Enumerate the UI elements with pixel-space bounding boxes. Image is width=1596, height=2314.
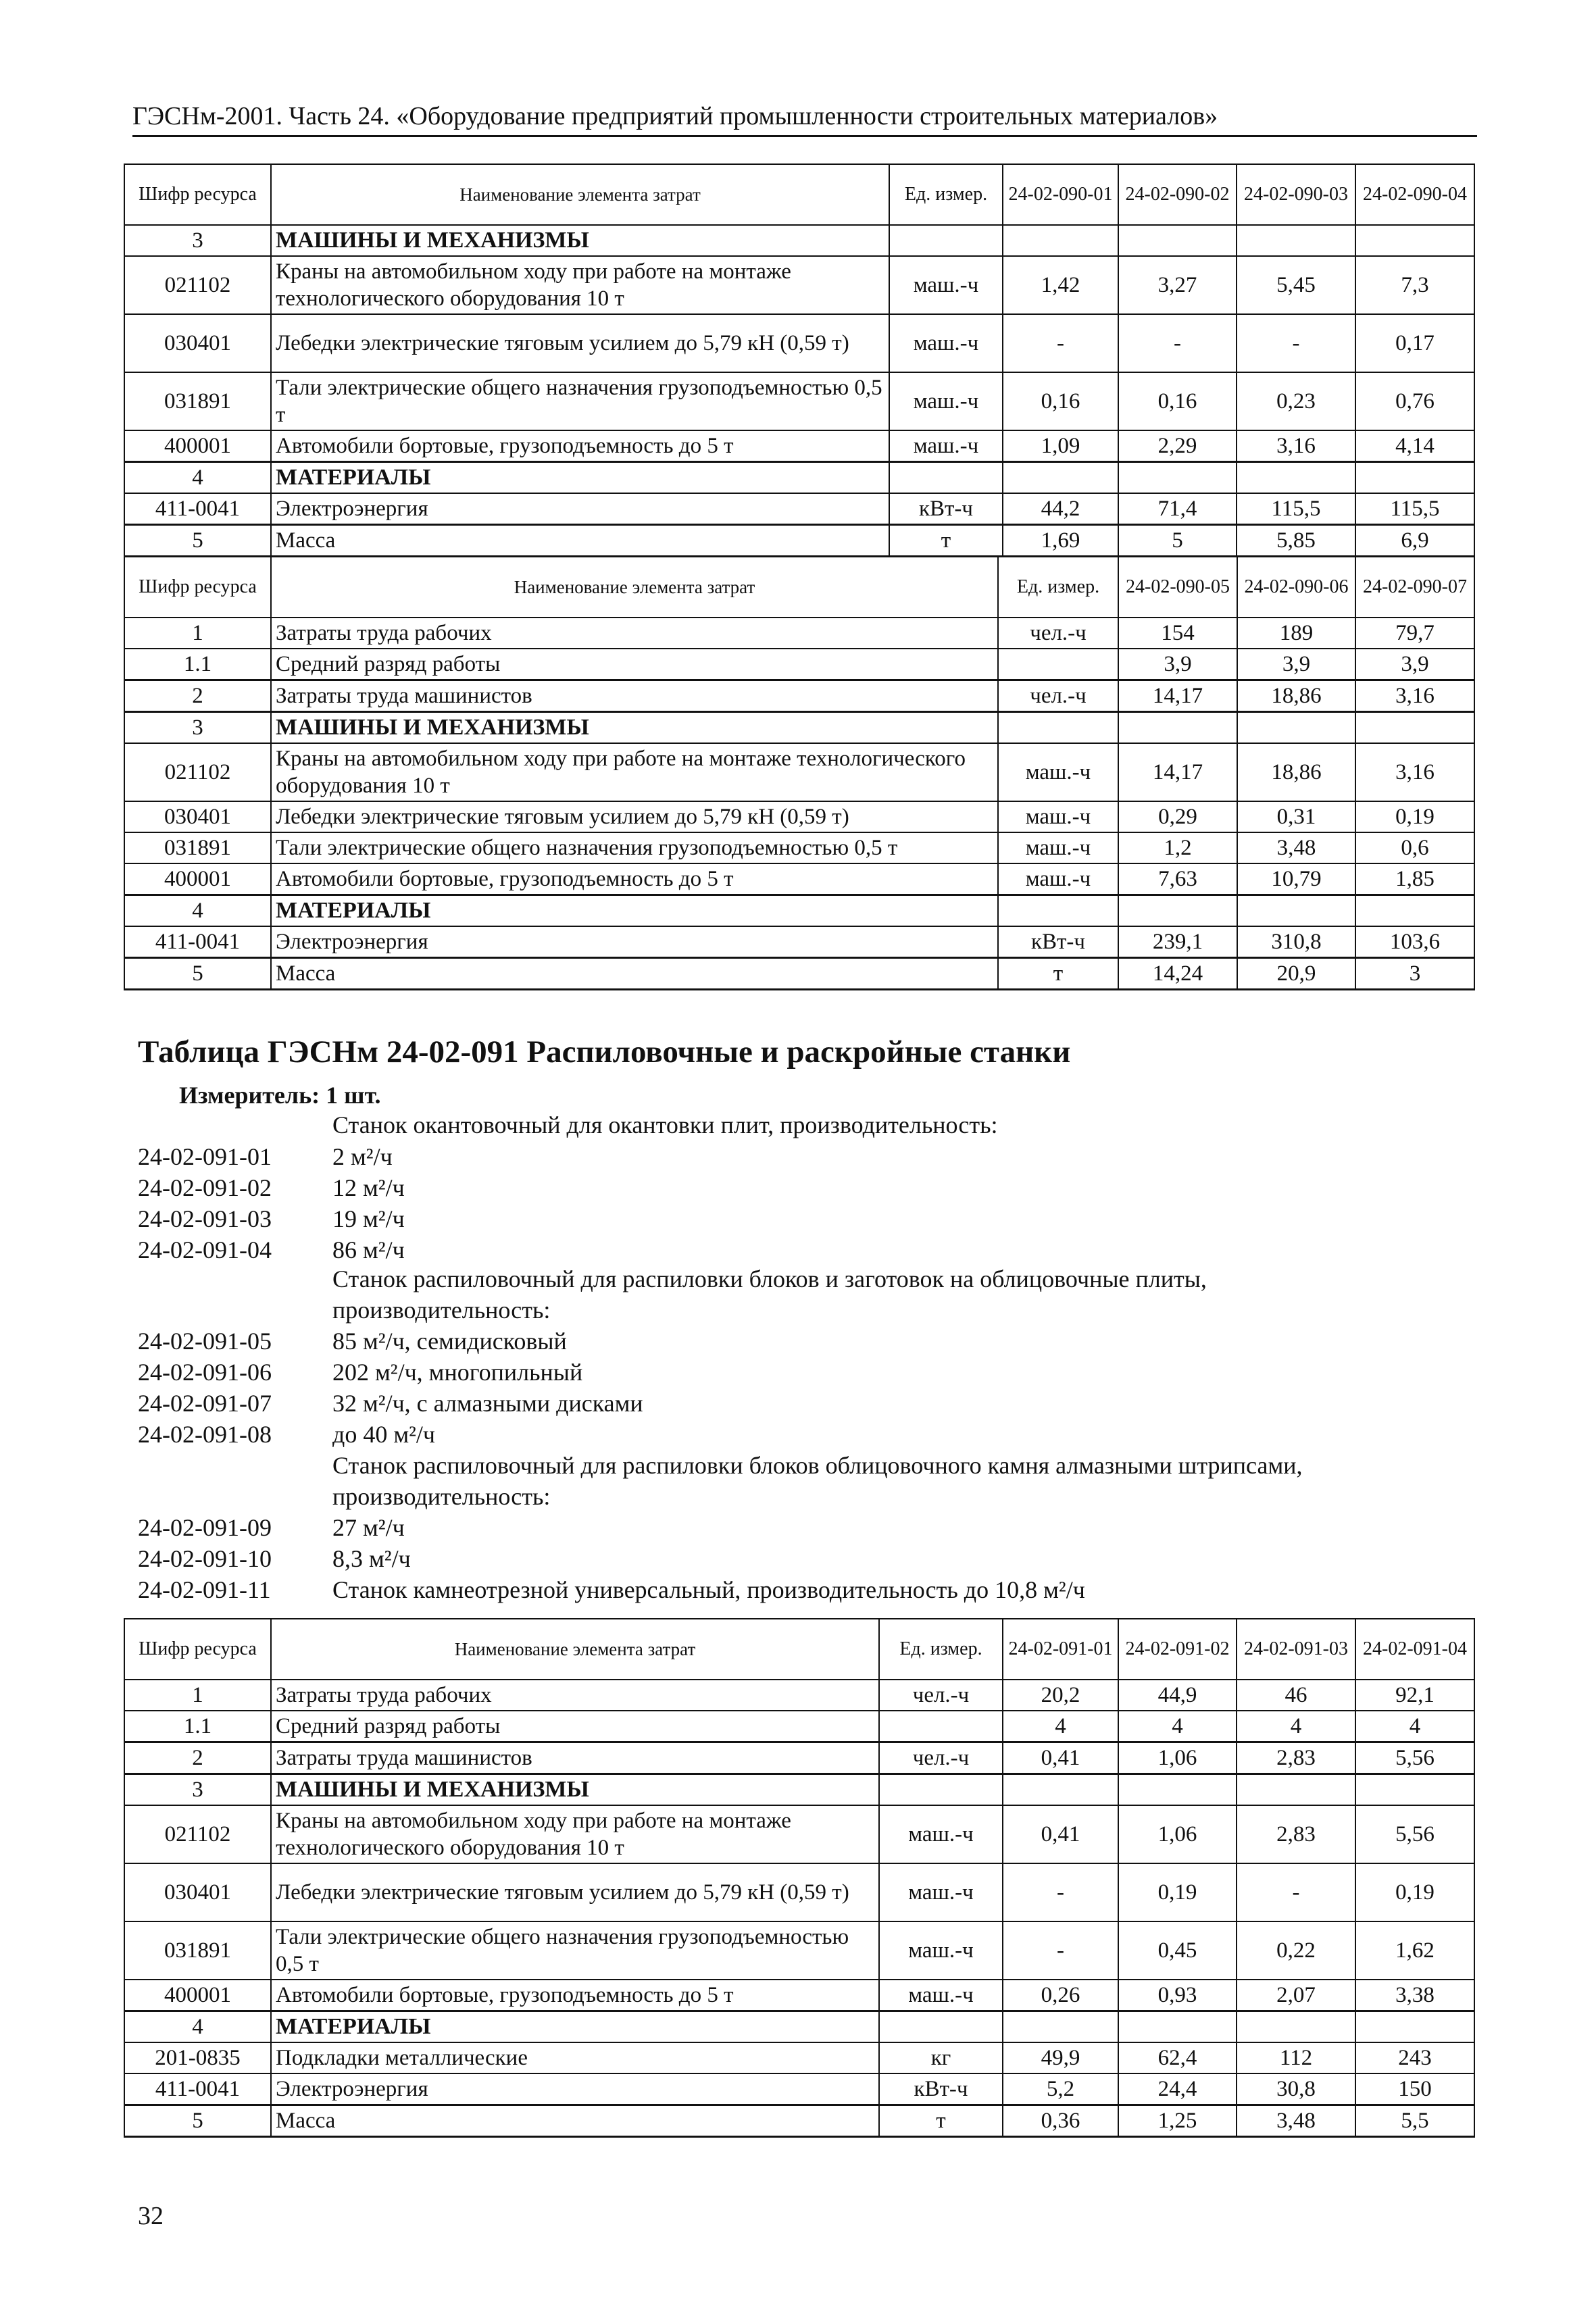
value-cell [1118, 462, 1237, 494]
item-code: 24-02-091-08 [138, 1421, 272, 1448]
cost-element-name-cell: Автомобили бортовые, грузоподъемность до 5 т [271, 863, 998, 895]
unit-cell: чел.-ч [879, 1680, 1003, 1711]
value-cell [1355, 1774, 1474, 1806]
unit-cell [879, 2011, 1003, 2043]
resource-code-cell: 1 [124, 1680, 271, 1711]
item-code: 24-02-091-06 [138, 1359, 272, 1386]
value-cell [1118, 225, 1237, 256]
value-cell: 0,45 [1118, 1921, 1237, 1980]
table-row [124, 832, 1474, 863]
item-code: 24-02-091-11 [138, 1576, 271, 1603]
value-cell: 71,4 [1118, 493, 1237, 525]
table-row [124, 462, 1474, 494]
table-row [124, 743, 1474, 801]
resource-code-cell: 4 [124, 2011, 271, 2043]
resource-code-cell: 400001 [124, 863, 271, 895]
header-cell: Наименование элемента затрат [271, 164, 889, 225]
item-text: 86 м²/ч [332, 1236, 405, 1263]
table-row [124, 618, 1474, 649]
item-code: 24-02-091-05 [138, 1328, 272, 1355]
table-header-row [124, 164, 1474, 225]
value-cell: 3,16 [1355, 680, 1474, 712]
value-cell: 239,1 [1118, 926, 1237, 958]
value-cell: 2,83 [1237, 1805, 1355, 1863]
value-cell [1355, 225, 1474, 256]
value-cell: 2,29 [1118, 430, 1237, 462]
value-cell: 115,5 [1237, 493, 1355, 525]
resource-code-cell: 5 [124, 2105, 271, 2137]
value-cell: 0,16 [1118, 372, 1237, 430]
value-cell: 1,09 [1003, 430, 1118, 462]
value-cell: 24,4 [1118, 2073, 1237, 2105]
item-code: 24-02-091-04 [138, 1236, 272, 1263]
value-cell: 5,56 [1355, 1742, 1474, 1774]
value-cell: 3,38 [1355, 1980, 1474, 2011]
page-header: ГЭСНм-2001. Часть 24. «Оборудование предприятий промышленности строительных материалов» [132, 101, 1477, 137]
unit-cell: маш.-ч [879, 1921, 1003, 1980]
item-code: 24-02-091-07 [138, 1390, 272, 1417]
value-cell: 62,4 [1118, 2042, 1237, 2073]
table-row [124, 2105, 1474, 2137]
item-text: 85 м²/ч, семидисковый [332, 1328, 567, 1355]
value-cell: 1,06 [1118, 1742, 1237, 1774]
value-cell: 92,1 [1355, 1680, 1474, 1711]
item-text: 2 м²/ч [332, 1143, 393, 1170]
cost-element-name-cell: Лебедки электрические тяговым усилием до 5,79 кН (0,59 т) [271, 1863, 879, 1921]
value-cell: 4 [1118, 1711, 1237, 1742]
unit-cell: кВт-ч [889, 493, 1003, 525]
resource-code-cell: 031891 [124, 372, 271, 430]
table-row [124, 314, 1474, 372]
unit-cell: маш.-ч [879, 1863, 1003, 1921]
unit-cell: кВт-ч [879, 2073, 1003, 2105]
group1-description: Станок окантовочный для окантовки плит, производительность: [332, 1111, 998, 1138]
resource-code-cell: 3 [124, 1774, 271, 1806]
value-cell: 5,45 [1237, 256, 1355, 314]
value-cell: 7,63 [1118, 863, 1237, 895]
unit-cell: чел.-ч [998, 680, 1118, 712]
cost-element-name-cell: МАШИНЫ И МЕХАНИЗМЫ [271, 712, 998, 744]
value-cell [1355, 895, 1474, 927]
item-text: 32 м²/ч, с алмазными дисками [332, 1390, 643, 1417]
value-cell: - [1003, 1921, 1118, 1980]
value-cell: 4 [1003, 1711, 1118, 1742]
cost-element-name-cell: Автомобили бортовые, грузоподъемность до 5 т [271, 1980, 879, 2011]
header-cell: Наименование элемента затрат [271, 1619, 879, 1680]
cost-element-name-cell: МАТЕРИАЛЫ [271, 2011, 879, 2043]
item-code: 24-02-091-09 [138, 1514, 272, 1541]
value-cell: 1,2 [1118, 832, 1237, 863]
group3-description-line2: производительность: [332, 1483, 551, 1510]
cost-element-name-cell: Затраты труда машинистов [271, 1742, 879, 1774]
group3-description-line1: Станок распиловочный для распиловки блоков облицовочного камня алмазными штрипсами, [332, 1452, 1303, 1479]
table-row [124, 225, 1474, 256]
value-cell: 1,25 [1118, 2105, 1237, 2137]
value-cell: 1,42 [1003, 256, 1118, 314]
value-cell [1237, 1774, 1355, 1806]
table-title: Таблица ГЭСНм 24-02-091 Распиловочные и раскройные станки [138, 1034, 1071, 1070]
value-cell [1003, 2011, 1118, 2043]
cost-element-name-cell: Затраты труда машинистов [271, 680, 998, 712]
unit-cell: маш.-ч [879, 1805, 1003, 1863]
value-cell: 3,9 [1237, 649, 1355, 680]
header-cell: Ед. измер. [879, 1619, 1003, 1680]
unit-cell [889, 225, 1003, 256]
value-cell [1003, 225, 1118, 256]
value-cell [1003, 1774, 1118, 1806]
header-cell: 24-02-090-02 [1118, 164, 1237, 225]
resource-code-cell: 411-0041 [124, 493, 271, 525]
cost-element-name-cell: Средний разряд работы [271, 649, 998, 680]
resource-code-cell: 021102 [124, 743, 271, 801]
header-cell: 24-02-091-03 [1237, 1619, 1355, 1680]
value-cell: 20,2 [1003, 1680, 1118, 1711]
table-row [124, 1980, 1474, 2011]
resource-code-cell: 400001 [124, 430, 271, 462]
value-cell [1237, 462, 1355, 494]
unit-cell [889, 462, 1003, 494]
header-cell: Шифр ресурса [124, 1619, 271, 1680]
value-cell: 154 [1118, 618, 1237, 649]
value-cell: 4,14 [1355, 430, 1474, 462]
table-row [124, 493, 1474, 525]
unit-cell: маш.-ч [889, 314, 1003, 372]
unit-cell: маш.-ч [998, 832, 1118, 863]
value-cell: 0,76 [1355, 372, 1474, 430]
resource-code-cell: 1.1 [124, 649, 271, 680]
value-cell: 0,22 [1237, 1921, 1355, 1980]
value-cell: 0,19 [1118, 1863, 1237, 1921]
value-cell: 1,06 [1118, 1805, 1237, 1863]
value-cell: 3,9 [1355, 649, 1474, 680]
resource-code-cell: 2 [124, 1742, 271, 1774]
unit-cell [879, 1711, 1003, 1742]
cost-element-name-cell: Электроэнергия [271, 926, 998, 958]
value-cell: 30,8 [1237, 2073, 1355, 2105]
header-cell: 24-02-090-05 [1118, 557, 1237, 618]
resource-code-cell: 4 [124, 895, 271, 927]
value-cell: 2,83 [1237, 1742, 1355, 1774]
cost-element-name-cell: Краны на автомобильном ходу при работе на монтаже технологического оборудования 10 т [271, 256, 889, 314]
unit-cell: маш.-ч [998, 743, 1118, 801]
cost-element-name-cell: Подкладки металлические [271, 2042, 879, 2073]
page-number: 32 [138, 2202, 164, 2230]
table-row [124, 895, 1474, 927]
unit-cell: маш.-ч [889, 430, 1003, 462]
cost-element-name-cell: МАТЕРИАЛЫ [271, 462, 889, 494]
cost-element-name-cell: Электроэнергия [271, 2073, 879, 2105]
item-text: до 40 м²/ч [332, 1421, 435, 1448]
value-cell: 0,31 [1237, 801, 1355, 832]
resource-code-cell: 5 [124, 958, 271, 990]
resource-code-cell: 030401 [124, 1863, 271, 1921]
value-cell: 0,41 [1003, 1742, 1118, 1774]
item-code: 24-02-091-02 [138, 1174, 272, 1201]
value-cell: 0,16 [1003, 372, 1118, 430]
value-cell: 1,69 [1003, 525, 1118, 557]
resource-code-cell: 2 [124, 680, 271, 712]
cost-element-name-cell: Затраты труда рабочих [271, 1680, 879, 1711]
item-code: 24-02-091-03 [138, 1205, 272, 1232]
item-text: 202 м²/ч, многопильный [332, 1359, 583, 1386]
cost-element-name-cell: МАШИНЫ И МЕХАНИЗМЫ [271, 1774, 879, 1806]
cost-element-name-cell: Тали электрические общего назначения грузоподъемностью 0,5 т [271, 832, 998, 863]
resource-code-cell: 030401 [124, 801, 271, 832]
value-cell: 112 [1237, 2042, 1355, 2073]
resource-code-cell: 3 [124, 225, 271, 256]
value-cell: 1,62 [1355, 1921, 1474, 1980]
cost-element-name-cell: МАТЕРИАЛЫ [271, 895, 998, 927]
value-cell [1355, 712, 1474, 744]
header-cell: 24-02-091-01 [1003, 1619, 1118, 1680]
value-cell [1237, 2011, 1355, 2043]
item-text: 8,3 м²/ч [332, 1545, 411, 1572]
table-row [124, 372, 1474, 430]
table-row [124, 1680, 1474, 1711]
value-cell: 5,5 [1355, 2105, 1474, 2137]
header-cell: 24-02-090-03 [1237, 164, 1355, 225]
value-cell: 3,16 [1355, 743, 1474, 801]
unit-cell [879, 1774, 1003, 1806]
value-cell: 3,16 [1237, 430, 1355, 462]
resource-code-cell: 030401 [124, 314, 271, 372]
table-row [124, 1921, 1474, 1980]
resource-code-cell: 031891 [124, 1921, 271, 1980]
item-code: 24-02-091-10 [138, 1545, 272, 1572]
value-cell: 14,24 [1118, 958, 1237, 990]
value-cell: 20,9 [1237, 958, 1355, 990]
resource-code-cell: 411-0041 [124, 926, 271, 958]
cost-element-name-cell: МАШИНЫ И МЕХАНИЗМЫ [271, 225, 889, 256]
item-code: 24-02-091-01 [138, 1143, 272, 1170]
unit-cell [998, 649, 1118, 680]
value-cell [1118, 712, 1237, 744]
table-row [124, 712, 1474, 744]
value-cell: 0,41 [1003, 1805, 1118, 1863]
cost-element-name-cell: Краны на автомобильном ходу при работе на монтаже технологического оборудования 10 т [271, 743, 998, 801]
cost-table-090-05-07 [124, 556, 1475, 990]
table-row [124, 958, 1474, 990]
cost-element-name-cell: Затраты труда рабочих [271, 618, 998, 649]
value-cell: 44,9 [1118, 1680, 1237, 1711]
value-cell: 0,6 [1355, 832, 1474, 863]
value-cell: 14,17 [1118, 743, 1237, 801]
value-cell: 3,9 [1118, 649, 1237, 680]
value-cell: 6,9 [1355, 525, 1474, 557]
value-cell [1118, 2011, 1237, 2043]
cost-element-name-cell: Лебедки электрические тяговым усилием до 5,79 кН (0,59 т) [271, 801, 998, 832]
value-cell [1355, 462, 1474, 494]
unit-cell: кВт-ч [998, 926, 1118, 958]
value-cell: 3,27 [1118, 256, 1237, 314]
table-row [124, 430, 1474, 462]
unit-cell [998, 895, 1118, 927]
cost-element-name-cell: Масса [271, 958, 998, 990]
value-cell [1118, 895, 1237, 927]
cost-element-name-cell: Масса [271, 2105, 879, 2137]
header-cell: Ед. измер. [998, 557, 1118, 618]
value-cell [1003, 462, 1118, 494]
unit-cell: маш.-ч [998, 863, 1118, 895]
resource-code-cell: 021102 [124, 256, 271, 314]
value-cell: 79,7 [1355, 618, 1474, 649]
value-cell: 0,19 [1355, 1863, 1474, 1921]
value-cell [1237, 712, 1355, 744]
table-row [124, 649, 1474, 680]
unit-cell: т [998, 958, 1118, 990]
resource-code-cell: 1 [124, 618, 271, 649]
header-cell: Шифр ресурса [124, 557, 271, 618]
value-cell: 0,93 [1118, 1980, 1237, 2011]
table-row [124, 1711, 1474, 1742]
value-cell: 5 [1118, 525, 1237, 557]
value-cell: 46 [1237, 1680, 1355, 1711]
value-cell [1118, 1774, 1237, 1806]
resource-code-cell: 411-0041 [124, 2073, 271, 2105]
table-row [124, 1863, 1474, 1921]
value-cell: 103,6 [1355, 926, 1474, 958]
value-cell: 310,8 [1237, 926, 1355, 958]
measure-unit: Измеритель: 1 шт. [179, 1082, 381, 1109]
item-text: Станок камнеотрезной универсальный, производительность до 10,8 м²/ч [332, 1576, 1085, 1603]
unit-cell: т [889, 525, 1003, 557]
cost-element-name-cell: Лебедки электрические тяговым усилием до 5,79 кН (0,59 т) [271, 314, 889, 372]
value-cell [1237, 895, 1355, 927]
resource-code-cell: 5 [124, 525, 271, 557]
resource-code-cell: 4 [124, 462, 271, 494]
header-cell: Ед. измер. [889, 164, 1003, 225]
cost-element-name-cell: Автомобили бортовые, грузоподъемность до 5 т [271, 430, 889, 462]
unit-cell: чел.-ч [998, 618, 1118, 649]
value-cell [1237, 225, 1355, 256]
value-cell: 0,17 [1355, 314, 1474, 372]
header-cell: 24-02-090-04 [1355, 164, 1474, 225]
item-text: 27 м²/ч [332, 1514, 405, 1541]
unit-cell: чел.-ч [879, 1742, 1003, 1774]
value-cell: - [1237, 1863, 1355, 1921]
value-cell: 4 [1237, 1711, 1355, 1742]
table-row [124, 680, 1474, 712]
group2-description-line2: производительность: [332, 1297, 551, 1324]
value-cell: 18,86 [1237, 680, 1355, 712]
value-cell [1355, 2011, 1474, 2043]
resource-code-cell: 400001 [124, 1980, 271, 2011]
value-cell: 5,2 [1003, 2073, 1118, 2105]
header-cell: 24-02-091-02 [1118, 1619, 1237, 1680]
table-row [124, 863, 1474, 895]
unit-cell: кг [879, 2042, 1003, 2073]
value-cell: 5,56 [1355, 1805, 1474, 1863]
header-cell: 24-02-090-01 [1003, 164, 1118, 225]
resource-code-cell: 021102 [124, 1805, 271, 1863]
cost-element-name-cell: Масса [271, 525, 889, 557]
value-cell: 3,48 [1237, 832, 1355, 863]
value-cell: 10,79 [1237, 863, 1355, 895]
cost-table-091-01-04 [124, 1618, 1475, 2138]
value-cell: 1,85 [1355, 863, 1474, 895]
value-cell: 150 [1355, 2073, 1474, 2105]
cost-element-name-cell: Средний разряд работы [271, 1711, 879, 1742]
table-row [124, 256, 1474, 314]
item-text: 12 м²/ч [332, 1174, 405, 1201]
cost-element-name-cell: Тали электрические общего назначения грузоподъемностью 0,5 т [271, 1921, 879, 1980]
cost-element-name-cell: Краны на автомобильном ходу при работе на монтаже технологического оборудования 10 т [271, 1805, 879, 1863]
header-cell: 24-02-091-04 [1355, 1619, 1474, 1680]
table-row [124, 2042, 1474, 2073]
header-cell: 24-02-090-06 [1237, 557, 1355, 618]
value-cell: 7,3 [1355, 256, 1474, 314]
table-row [124, 2073, 1474, 2105]
resource-code-cell: 3 [124, 712, 271, 744]
value-cell: 4 [1355, 1711, 1474, 1742]
table-row [124, 1742, 1474, 1774]
table-row [124, 1774, 1474, 1806]
value-cell: - [1237, 314, 1355, 372]
table-row [124, 525, 1474, 557]
value-cell: 5,85 [1237, 525, 1355, 557]
value-cell: 44,2 [1003, 493, 1118, 525]
value-cell: 0,19 [1355, 801, 1474, 832]
header-cell: Шифр ресурса [124, 164, 271, 225]
unit-cell: маш.-ч [889, 256, 1003, 314]
header-cell: 24-02-090-07 [1355, 557, 1474, 618]
value-cell: 2,07 [1237, 1980, 1355, 2011]
cost-element-name-cell: Электроэнергия [271, 493, 889, 525]
item-text: 19 м²/ч [332, 1205, 405, 1232]
value-cell: 115,5 [1355, 493, 1474, 525]
table-row [124, 1805, 1474, 1863]
value-cell: 14,17 [1118, 680, 1237, 712]
cost-table-090-01-04 [124, 164, 1475, 557]
value-cell: 0,23 [1237, 372, 1355, 430]
table-row [124, 801, 1474, 832]
value-cell: 189 [1237, 618, 1355, 649]
table-header-row [124, 557, 1474, 618]
resource-code-cell: 201-0835 [124, 2042, 271, 2073]
unit-cell [998, 712, 1118, 744]
unit-cell: маш.-ч [879, 1980, 1003, 2011]
group2-description-line1: Станок распиловочный для распиловки блоков и заготовок на облицовочные плиты, [332, 1265, 1207, 1292]
unit-cell: маш.-ч [889, 372, 1003, 430]
value-cell: - [1118, 314, 1237, 372]
table-header-row [124, 1619, 1474, 1680]
resource-code-cell: 1.1 [124, 1711, 271, 1742]
unit-cell: маш.-ч [998, 801, 1118, 832]
header-cell: Наименование элемента затрат [271, 557, 998, 618]
value-cell: 0,26 [1003, 1980, 1118, 2011]
value-cell: 0,36 [1003, 2105, 1118, 2137]
unit-cell: т [879, 2105, 1003, 2137]
value-cell: 3 [1355, 958, 1474, 990]
value-cell: 49,9 [1003, 2042, 1118, 2073]
resource-code-cell: 031891 [124, 832, 271, 863]
value-cell: - [1003, 1863, 1118, 1921]
value-cell: 3,48 [1237, 2105, 1355, 2137]
value-cell: 0,29 [1118, 801, 1237, 832]
table-row [124, 2011, 1474, 2043]
value-cell: 243 [1355, 2042, 1474, 2073]
value-cell: 18,86 [1237, 743, 1355, 801]
table-row [124, 926, 1474, 958]
cost-element-name-cell: Тали электрические общего назначения грузоподъемностью 0,5 т [271, 372, 889, 430]
value-cell: - [1003, 314, 1118, 372]
